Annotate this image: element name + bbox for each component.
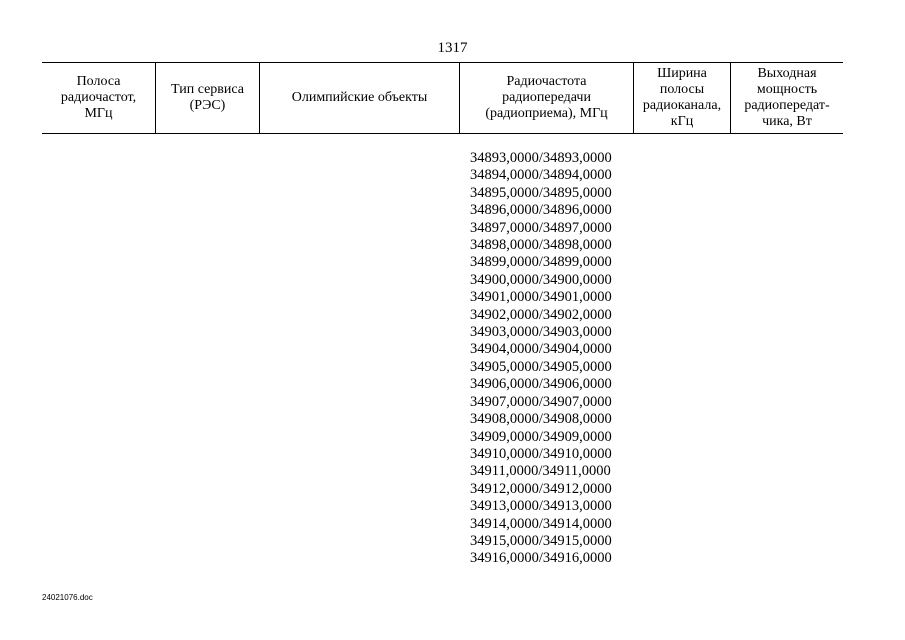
page-number: 1317 [437, 40, 468, 56]
frequency-item: 34893,0000/34893,0000 [470, 150, 612, 166]
frequency-item: 34899,0000/34899,0000 [470, 254, 612, 271]
frequency-item: 34910,0000/34910,0000 [470, 445, 612, 462]
column-header-output-power: Выходная мощность радиопередат- чика, Вт [730, 63, 843, 133]
column-header-olympic-objects: Олимпийские объекты [259, 63, 459, 133]
frequency-item: 34895,0000/34895,0000 [470, 184, 612, 201]
table-header [42, 62, 843, 134]
frequency-item: 34901,0000/34901,0000 [470, 289, 612, 306]
frequency-item: 34897,0000/34897,0000 [470, 219, 612, 236]
column-header-channel-bandwidth: Ширина полосы радиоканала, кГц [633, 63, 730, 133]
frequency-item: 34894,0000/34894,0000 [470, 167, 612, 184]
column-header-radio-frequency: Радиочастота радиопередачи (радиоприема), МГц [459, 63, 633, 133]
frequency-item: 34913,0000/34913,0000 [470, 498, 612, 515]
frequency-list [470, 150, 612, 568]
column-header-service-type: Тип сервиса (РЭС) [155, 63, 259, 133]
column-header-frequency-band: Полоса радиочастот, МГц [60, 74, 137, 121]
frequency-item: 34911,0000/34911,0000 [470, 463, 611, 480]
frequency-item: 34906,0000/34906,0000 [470, 376, 612, 393]
frequency-item: 34912,0000/34912,0000 [470, 480, 612, 497]
frequency-item: 34904,0000/34904,0000 [470, 341, 612, 358]
frequency-item: 34909,0000/34909,0000 [470, 428, 612, 445]
frequency-item: 34915,0000/34915,0000 [470, 532, 612, 549]
document-filename: 24021076.doc [42, 593, 93, 602]
frequency-item: 34914,0000/34914,0000 [470, 515, 612, 532]
frequency-item: 34916,0000/34916,0000 [470, 550, 612, 567]
frequency-item: 34898,0000/34898,0000 [470, 237, 612, 254]
frequency-item: 34908,0000/34908,0000 [470, 411, 612, 428]
frequency-item: 34907,0000/34907,0000 [470, 393, 612, 410]
frequency-item: 34896,0000/34896,0000 [470, 202, 612, 219]
frequency-item: 34900,0000/34900,0000 [470, 271, 612, 288]
frequency-item: 34905,0000/34905,0000 [470, 358, 612, 375]
frequency-item: 34903,0000/34903,0000 [470, 324, 612, 341]
frequency-item: 34902,0000/34902,0000 [470, 306, 612, 323]
